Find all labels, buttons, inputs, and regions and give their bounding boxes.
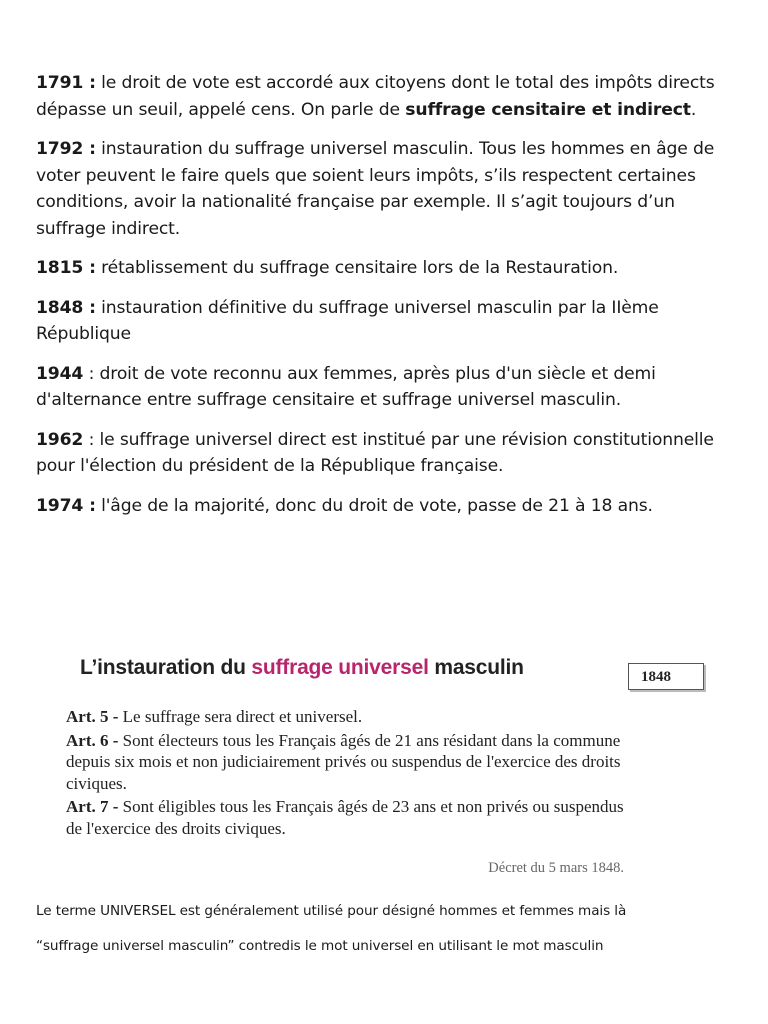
entry-text: : droit de vote reconnu aux femmes, après plus d'un siècle et demi d'alternance entre suffrage censitaire et suffrage universel masculin. — [36, 363, 656, 410]
entry-1815 — [36, 255, 736, 282]
entry-text: : le suffrage universel direct est institué par une révision constitutionnelle pour l'élection du président de la République française. — [36, 429, 714, 476]
entry-text: . — [690, 99, 697, 120]
entry-1848 — [36, 295, 736, 348]
entry-year: 1974 : — [36, 495, 96, 516]
decree-citation: Décret du 5 mars 1848. — [488, 860, 624, 876]
entry-1792 — [36, 136, 736, 242]
decree-1848-image — [62, 650, 712, 885]
entry-1974 — [36, 493, 736, 520]
figure-title-start: L’instauration du — [80, 656, 252, 679]
entry-1944 — [36, 361, 736, 414]
timeline-text — [36, 70, 736, 532]
entry-text: le droit de vote est accordé aux citoyens dont le total des impôts directs dépasse un seuil, appelé cens. On parle de — [36, 73, 715, 120]
entry-1962 — [36, 427, 736, 480]
figure-title-end: masculin — [428, 656, 524, 679]
entry-text: instauration du suffrage universel masculin. Tous les hommes en âge de voter peuvent le faire quels que soient leurs impôts, s’ils respectent certaines conditions, avoir la nationalité française par exemple. Il s’agit toujours d’un suffrage indirect. — [36, 139, 715, 239]
article-label: Art. 6 - — [66, 730, 119, 750]
entry-year: 1791 : — [36, 73, 96, 93]
entry-emphasis: suffrage censitaire et indirect — [405, 99, 691, 120]
entry-year: 1848 : — [36, 297, 96, 318]
entry-1791 — [36, 70, 736, 123]
entry-year: 1815 : — [36, 258, 96, 278]
article-text: Sont électeurs tous les Français âgés de 21 ans résidant dans la commune depuis six mois et non judiciairement privés ou suspendus de l'exercice des droits civiques. — [66, 730, 621, 793]
figure-title-accent: suffrage universel — [251, 656, 429, 679]
article-6 — [66, 730, 636, 795]
note-line-1: Le terme UNIVERSEL est généralement utilisé pour désigné hommes et femmes mais là — [36, 903, 627, 919]
year-box: 1848 — [628, 663, 704, 690]
entry-year: 1944 — [36, 363, 84, 384]
article-7 — [66, 796, 636, 839]
article-text: Le suffrage sera direct et universel. — [118, 707, 363, 726]
note-line-2: “suffrage universel masculin” contredis le mot universel en utilisant le mot masculin — [36, 938, 604, 954]
article-text: Sont éligibles tous les Français âgés de 23 ans et non privés ou suspendus de l'exercice des droits civiques. — [66, 797, 624, 838]
entry-text: rétablissement du suffrage censitaire lors de la Restauration. — [95, 258, 619, 278]
entry-year: 1792 : — [36, 139, 96, 159]
article-label: Art. 5 - — [66, 707, 119, 726]
article-5 — [66, 706, 636, 728]
entry-text: l'âge de la majorité, donc du droit de vote, passe de 21 à 18 ans. — [95, 495, 653, 516]
article-label: Art. 7 - — [66, 797, 119, 816]
articles-list — [66, 706, 636, 841]
entry-text: instauration définitive du suffrage universel masculin par la IIème République — [36, 297, 659, 344]
entry-year: 1962 — [36, 429, 84, 450]
figure-title — [80, 656, 524, 680]
